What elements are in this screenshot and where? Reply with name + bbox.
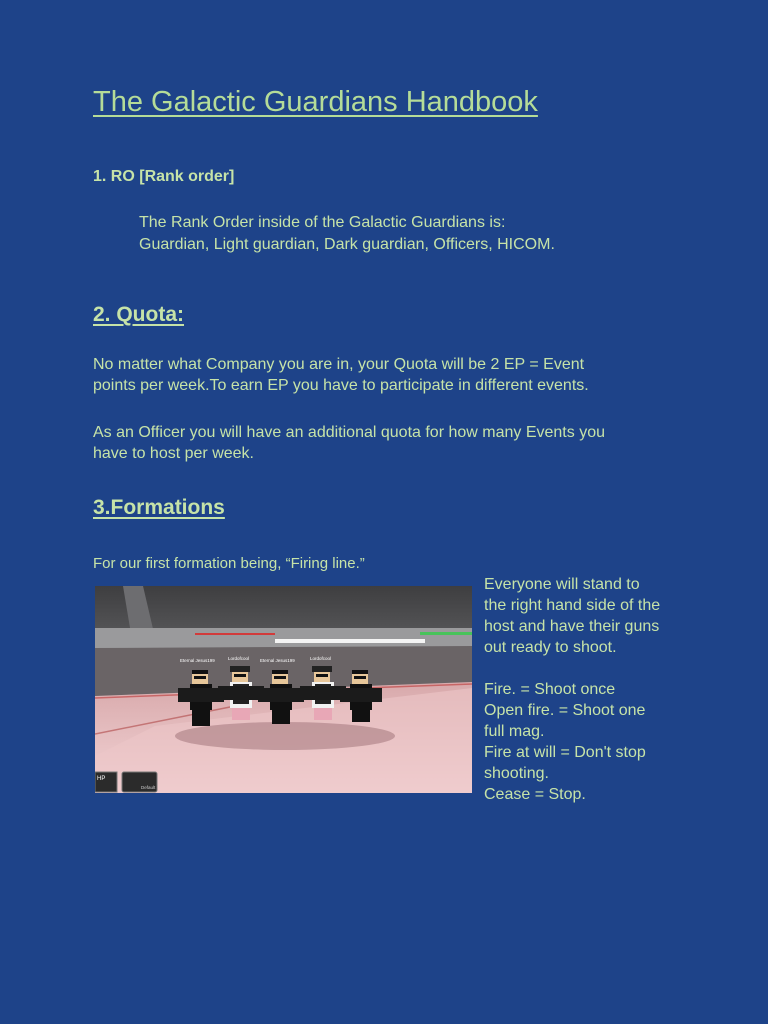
- nameplate-3: Eternal Jesus199: [260, 658, 295, 663]
- nameplate-4: Lordofcool: [310, 656, 332, 661]
- instruction-line: Fire at will = Don't stop: [484, 744, 646, 761]
- instruction-line: Everyone will stand to: [484, 576, 640, 593]
- section-formations-heading: 3.Formations: [93, 496, 225, 519]
- instruction-spacer: [484, 658, 684, 679]
- rank-order-line-2: Guardian, Light guardian, Dark guardian, Officers, HICOM.: [139, 236, 555, 253]
- firing-line-screenshot: [95, 586, 472, 793]
- formation-instructions: [484, 574, 684, 805]
- quota-paragraph-1: [93, 354, 693, 396]
- nameplate-1: Eternal Jesus199: [180, 658, 215, 663]
- quota-paragraph-1-line-1: No matter what Company you are in, your Quota will be 2 EP = Event: [93, 356, 585, 373]
- section-rank-order-heading: 1. RO [Rank order]: [93, 168, 235, 185]
- quota-paragraph-2-line-1: As an Officer you will have an additional quota for how many Events you: [93, 424, 605, 441]
- nameplate-2: Lordofcool: [228, 656, 250, 661]
- quota-paragraph-1-line-2: points per week.To earn EP you have to participate in different events.: [93, 377, 589, 394]
- page-title: The Galactic Guardians Handbook: [93, 86, 538, 118]
- instruction-line: shooting.: [484, 765, 549, 782]
- instruction-line: full mag.: [484, 723, 545, 740]
- formation-intro: For our first formation being, “Firing line.”: [93, 555, 365, 572]
- instruction-line: Cease = Stop.: [484, 786, 586, 803]
- instruction-line: host and have their guns: [484, 618, 660, 635]
- section-quota-heading: 2. Quota:: [93, 303, 185, 326]
- quota-paragraph-2: [93, 422, 693, 464]
- instruction-line: the right hand side of the: [484, 597, 661, 614]
- instruction-line: out ready to shoot.: [484, 639, 617, 656]
- instruction-line: Open fire. = Shoot one: [484, 702, 646, 719]
- hud-default-label: Default: [141, 785, 156, 790]
- instruction-line: Fire. = Shoot once: [484, 681, 616, 698]
- hud-hp-label: HP: [97, 776, 106, 782]
- rank-order-text: [139, 212, 555, 256]
- rank-order-line-1: The Rank Order inside of the Galactic Guardians is:: [139, 214, 506, 231]
- quota-paragraph-2-line-2: have to host per week.: [93, 445, 254, 462]
